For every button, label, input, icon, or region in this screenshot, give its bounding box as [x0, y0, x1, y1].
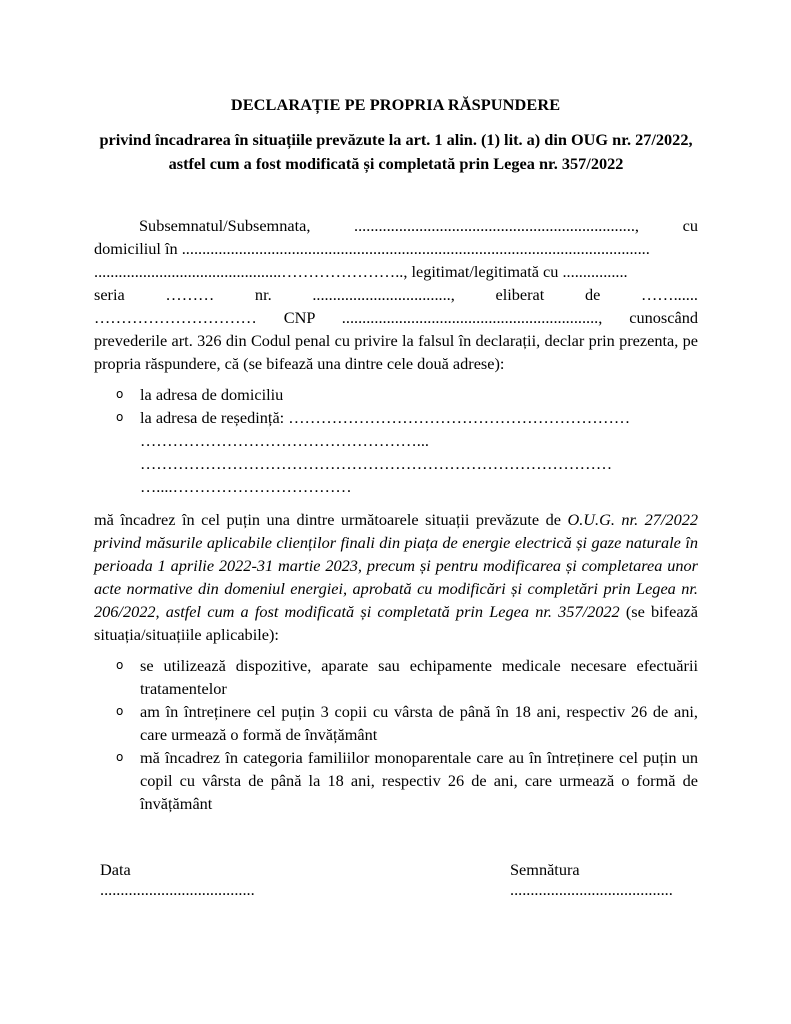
situation-1-label: se utilizează dispozitive, aparate sau echipamente medicale necesare efectuării tratamentelor — [140, 656, 698, 698]
situations-intro — [94, 508, 698, 646]
checkbox-situation-2[interactable]: o — [116, 704, 124, 718]
date-label: Data — [100, 860, 131, 879]
page-title: DECLARAȚIE PE PROPRIA RĂSPUNDERE — [230, 95, 561, 114]
checkbox-situation-3[interactable]: o — [116, 750, 124, 764]
resedinta-cont-2: …………………………………………………………………………… — [140, 454, 613, 473]
signature-label: Semnătura — [510, 860, 580, 879]
declarant-line-1: Subsemnatul/Subsemnata, ....................................................................., cu — [139, 216, 698, 235]
intro-law-reference: O.U.G. nr. 27/2022 privind măsurile aplicabile clienților finali din piața de energie electrică și gaze naturale în perioada 1 aprilie 2022-31 martie 2023, precum și pentru modificarea și completarea unor acte normative din domeniul energiei, aprobată cu modificări și completări prin Legea nr. 206/2022, astfel cum a fost modificată și completată prin Legea nr. 357/2022 — [94, 510, 698, 621]
option-domiciliu-label: la adresa de domiciliu — [140, 385, 284, 404]
declarant-line-4: seria ……… nr. .................................., eliberat de ……...... — [94, 285, 698, 304]
signature-field[interactable]: ........................................ — [510, 880, 673, 899]
option-resedinta-label: la adresa de reședință: ……………………………………………………… — [140, 408, 631, 427]
checkbox-domiciliu[interactable]: o — [116, 387, 124, 401]
intro-lead: mă încadrez în cel puțin una dintre următoarele situații prevăzute de — [94, 510, 568, 529]
date-field[interactable]: ...................................... — [100, 880, 255, 899]
situation-2-label: am în întreținere cel puțin 3 copii cu vârsta de până în 18 ani, respectiv 26 de ani, care urmează o formă de învățământ — [140, 702, 698, 744]
page-subtitle: privind încadrarea în situațiile prevăzute la art. 1 alin. (1) lit. a) din OUG nr. 27/2022, astfel cum a fost modificată și completată prin Legea nr. 357/2022 — [99, 130, 693, 173]
situation-3-label: mă încadrez în categoria familiilor monoparentale care au în întreținere cel puțin un copil cu vârsta de până la 18 ani, respectiv 26 de ani, care urmează o formă de învățământ — [140, 748, 698, 813]
declarant-line-2: domiciliul în ................................................................................................................... — [94, 239, 650, 258]
declarant-line-3: ..............................................………………….., legitimat/legitimată cu ................ — [94, 262, 628, 281]
declarant-line-5: ………………………… CNP ..............................................................., cunoscând — [94, 308, 698, 327]
checkbox-situation-1[interactable]: o — [116, 658, 124, 672]
resedinta-cont-3: …....…………………………… — [140, 477, 352, 496]
declarant-line-6: prevederile art. 326 din Codul penal cu privire la falsul în declarații, declar prin prezenta, pe propria răspundere, că (se bifează una dintre cele două adrese): — [94, 331, 698, 373]
resedinta-cont-1: ……………………………………………... — [140, 431, 429, 450]
intro-tail: (se bifează situația/situațiile aplicabile): — [94, 602, 698, 644]
checkbox-resedinta[interactable]: o — [116, 410, 124, 424]
